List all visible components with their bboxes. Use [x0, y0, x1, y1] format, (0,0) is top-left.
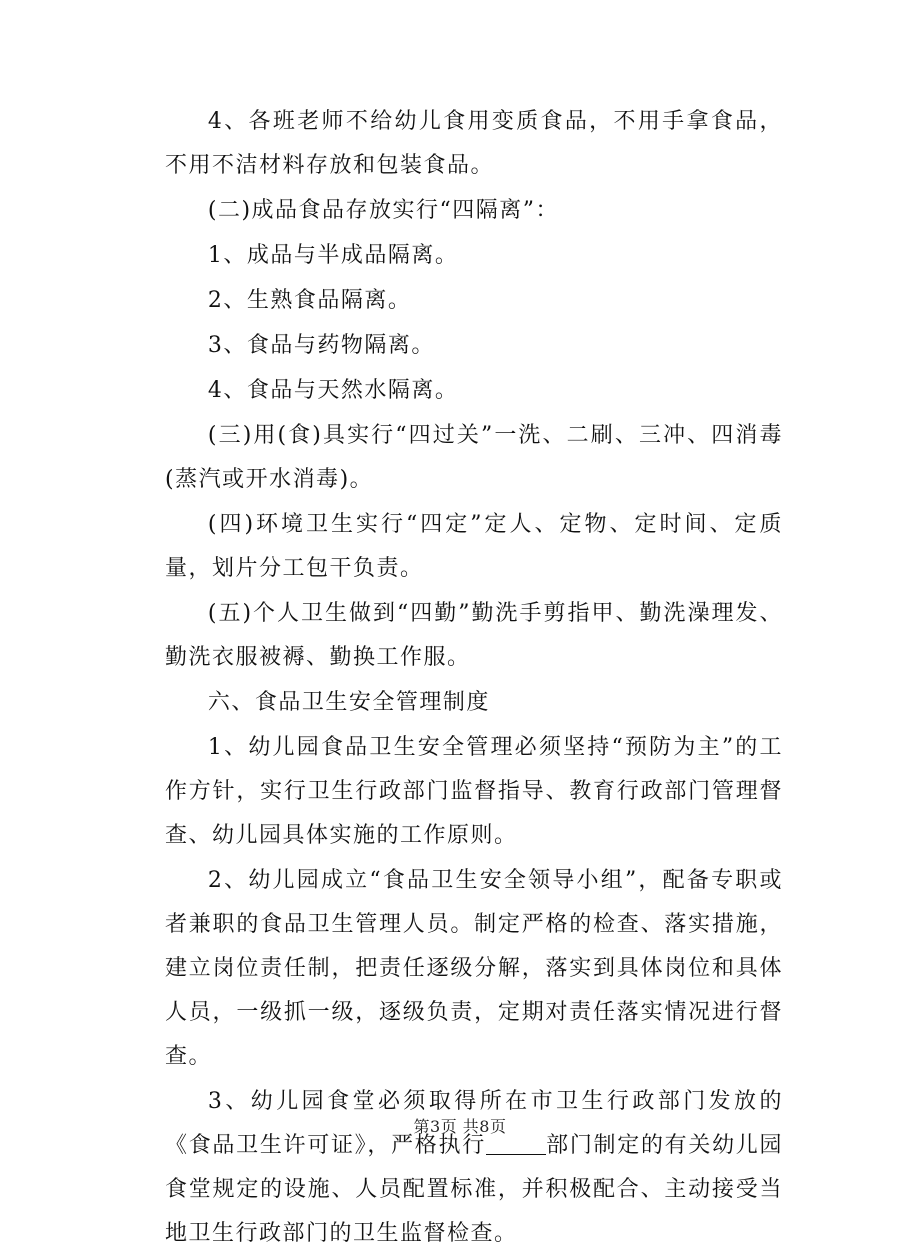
paragraph-rule-1: 1、幼儿园食品卫生安全管理必须坚持“预防为主”的工作方针，实行卫生行政部门监督指导、教育行政部门管理督查、幼儿园具体实施的工作原则。: [165, 735, 783, 848]
paragraph-separation-4: 4、食品与天然水隔离。: [207, 378, 459, 403]
paragraph-separation-3: 3、食品与药物隔离。: [207, 333, 435, 358]
paragraph-rule-3-part-1: 3、幼儿园食堂必须取得所在市卫生行政部门发放的《食品卫生许可证》，严格执行: [165, 1089, 783, 1158]
paragraph-section-4-environment: (四)环境卫生实行“四定”定人、定物、定时间、定质量，划片分工包干负责。: [165, 512, 783, 581]
paragraph-section-5-personal-hygiene: (五)个人卫生做到“四勤”勤洗手剪指甲、勤洗澡理发、勤洗衣服被褥、勤换工作服。: [165, 601, 783, 670]
paragraph-section-3-utensils: (三)用(食)具实行“四过关”一洗、二刷、三冲、四消毒(蒸汽或开水消毒)。: [165, 423, 783, 492]
paragraph-separation-1: 1、成品与半成品隔离。: [207, 243, 459, 268]
paragraph-rule-2: 2、幼儿园成立“食品卫生安全领导小组”，配备专职或者兼职的食品卫生管理人员。制定严格的检查、落实措施，建立岗位责任制，把责任逐级分解，落实到具体岗位和具体人员，一级抓一级，逐级负责，定期对责任落实情况进行督查。: [165, 868, 783, 1069]
paragraph-section-2-four-separations: (二)成品食品存放实行“四隔离”：: [207, 198, 560, 223]
paragraph-rule-3-part-2: 部门制定的有关幼儿园食堂规定的设施、人员配置标准，并积极配合、主动接受当地卫生行政部门的卫生监督检查。: [165, 1133, 783, 1246]
page-number-footer: 第3页 共8页: [413, 1117, 507, 1136]
section-heading-food-safety-system: 六、食品卫生安全管理制度: [207, 690, 490, 715]
paragraph-rule-3: [165, 1080, 783, 1256]
paragraph-separation-2: 2、生熟食品隔离。: [207, 288, 412, 313]
paragraph-item-4-spoiled-food: 4、各班老师不给幼儿食用变质食品，不用手拿食品，不用不洁材料存放和包装食品。: [165, 109, 783, 178]
document-body: [165, 100, 783, 1257]
